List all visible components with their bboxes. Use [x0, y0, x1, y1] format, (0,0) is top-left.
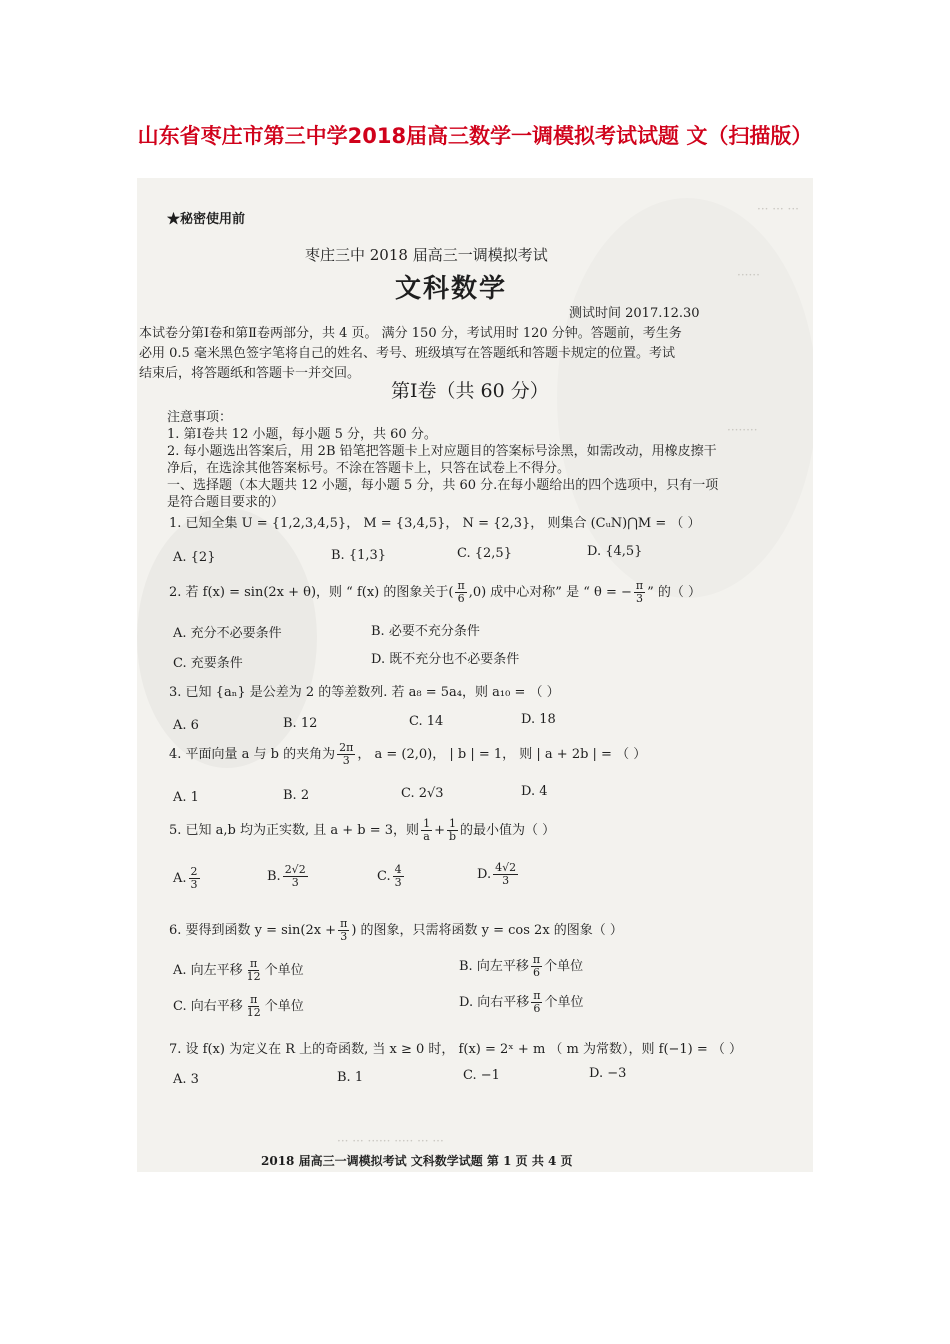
q4-option-b: B. 2: [283, 788, 310, 803]
question-4-stem: [169, 742, 646, 767]
q1-option-b: B. {1,3}: [331, 548, 387, 563]
page-footer: 2018 届高三一调模拟考试 文科数学试题 第 1 页 共 4 页: [261, 1154, 573, 1168]
q6-stem-part: 6. 要得到函数 y = sin(2x +: [169, 923, 337, 938]
intro-line: 本试卷分第Ⅰ卷和第Ⅱ卷两部分，共 4 页。 满分 150 分，考试用时 120 分钟。答题前，考生务: [139, 326, 682, 341]
q6-option-a: A. 向左平移 $\frac{\pi}{12}$ 个单位: [173, 957, 304, 983]
scan-stain: [557, 198, 813, 598]
bleed-through-footer: ··· ··· ······ ····· ··· ···: [337, 1134, 444, 1148]
q2-option-b: B. 必要不充分条件: [371, 624, 480, 639]
scanned-exam-page: [137, 178, 813, 1172]
two-pi-over-3-fraction: $\frac{2\pi}{3}$: [339, 741, 354, 767]
q7-option-a: A. 3: [173, 1072, 199, 1087]
one-over-b-fraction: $\frac{1}{b}$: [448, 817, 457, 843]
q5-option-d: D. $\frac{4√2}{3}$: [477, 861, 517, 887]
subject-title: 文科数学: [395, 274, 508, 304]
intro-line: 必用 0.5 毫米黑色签字笔将自己的姓名、考号、班级填写在答题纸和答题卡规定的位置。考试: [139, 346, 675, 361]
question-6-stem: [169, 918, 623, 943]
part1-title: 第Ⅰ卷（共 60 分）: [391, 380, 549, 402]
q7-option-b: B. 1: [337, 1070, 364, 1085]
section-line: 一、选择题（本大题共 12 小题，每小题 5 分，共 60 分.在每小题给出的四个选项中，只有一项: [167, 478, 719, 493]
section-line: 是符合题目要求的）: [167, 495, 285, 510]
q5-option-a: A. $\frac{2}{3}$: [173, 865, 198, 891]
note-line: 净后，在选涂其他答案标号。不涂在答题卡上，只答在试卷上不得分。: [167, 461, 571, 476]
q7-option-d: D. −3: [589, 1066, 627, 1081]
question-1-stem: 1. 已知全集 U = {1,2,3,4,5}， M = {3,4,5}， N = {2,3}， 则集合 (CᵤN)⋂M = （ ）: [169, 516, 701, 531]
pi-over-6-fraction: $\frac{\pi}{6}$: [457, 579, 465, 605]
note-line: 2. 每小题选出答案后，用 2B 铅笔把答题卡上对应题目的答案标号涂黑，如需改动，用橡皮擦干: [167, 444, 717, 459]
q2-stem-part: ” 的（ ）: [647, 585, 702, 600]
q3-option-a: A. 6: [173, 718, 199, 733]
q4-option-c: C. 2√3: [401, 786, 444, 801]
q2-option-a: A. 充分不必要条件: [173, 626, 282, 641]
notes-title: 注意事项：: [167, 410, 233, 425]
q5-stem-part: 的最小值为（ ）: [460, 823, 556, 838]
test-time: 测试时间 2017.12.30: [569, 306, 700, 321]
q5-stem-part: 5. 已知 a,b 均为正实数, 且 a + b = 3，则: [169, 823, 420, 838]
q6-stem-part: ) 的图象，只需将函数 y = cos 2x 的图象（ ）: [351, 923, 623, 938]
one-over-a-fraction: $\frac{1}{a}$: [423, 817, 431, 843]
question-5-stem: [169, 818, 555, 843]
q1-option-d: D. {4,5}: [587, 544, 643, 559]
q6-option-b: B. 向左平移 $\frac{\pi}{6}$ 个单位: [459, 953, 584, 979]
q5-option-c: C. $\frac{4}{3}$: [377, 863, 402, 889]
bleed-through-text: ··· ··· ···: [757, 202, 799, 216]
q3-option-d: D. 18: [521, 712, 556, 727]
q1-option-a: A. {2}: [173, 550, 216, 565]
q1-option-c: C. {2,5}: [457, 546, 512, 561]
q4-option-d: D. 4: [521, 784, 548, 799]
q3-option-c: C. 14: [409, 714, 444, 729]
bleed-through-text: ······: [737, 268, 760, 282]
bleed-through-text: ········: [727, 423, 758, 437]
secret-label: ★秘密使用前: [167, 212, 246, 227]
q6-option-d: D. 向右平移 $\frac{\pi}{6}$ 个单位: [459, 989, 584, 1015]
q2-option-c: C. 充要条件: [173, 656, 243, 671]
q3-option-b: B. 12: [283, 716, 318, 731]
q2-stem-part: ,0) 成中心对称” 是 “ θ = −: [468, 585, 632, 600]
question-7-stem: 7. 设 f(x) 为定义在 R 上的奇函数, 当 x ≥ 0 时， f(x) = 2ˣ + m （ m 为常数），则 f(−1) = （ ）: [169, 1042, 743, 1057]
q2-stem-part: 2. 若 f(x) = sin(2x + θ)，则 “ f(x) 的图象关于(: [169, 585, 454, 600]
plus-sign: +: [434, 823, 445, 838]
question-3-stem: 3. 已知 {aₙ} 是公差为 2 的等差数列. 若 a₈ = 5a₄，则 a₁₀ = （ ）: [169, 685, 560, 700]
pi-over-3-fraction: $\frac{\pi}{3}$: [635, 579, 644, 605]
note-line: 1. 第Ⅰ卷共 12 小题，每小题 5 分，共 60 分。: [167, 427, 437, 442]
document-title: 山东省枣庄市第三中学2018届高三数学一调模拟考试试题 文（扫描版）: [137, 124, 813, 148]
q4-option-a: A. 1: [173, 790, 199, 805]
intro-line: 结束后，将答题纸和答题卡一并交回。: [139, 366, 361, 381]
exam-name: 枣庄三中 2018 届高三一调模拟考试: [305, 246, 548, 264]
q4-stem-part: 4. 平面向量 a 与 b 的夹角为: [169, 747, 336, 762]
pi-over-3-fraction: $\frac{\pi}{3}$: [340, 917, 348, 943]
q5-option-b: B. $\frac{2√2}{3}$: [267, 863, 306, 889]
q2-option-d: D. 既不充分也不必要条件: [371, 652, 520, 667]
question-2-stem: [169, 580, 701, 605]
q4-stem-part: ， a = (2,0)， | b | = 1， 则 | a + 2b | = （ ）: [357, 747, 647, 762]
q6-option-c: C. 向右平移 $\frac{\pi}{12}$ 个单位: [173, 993, 304, 1019]
q7-option-c: C. −1: [463, 1068, 500, 1083]
